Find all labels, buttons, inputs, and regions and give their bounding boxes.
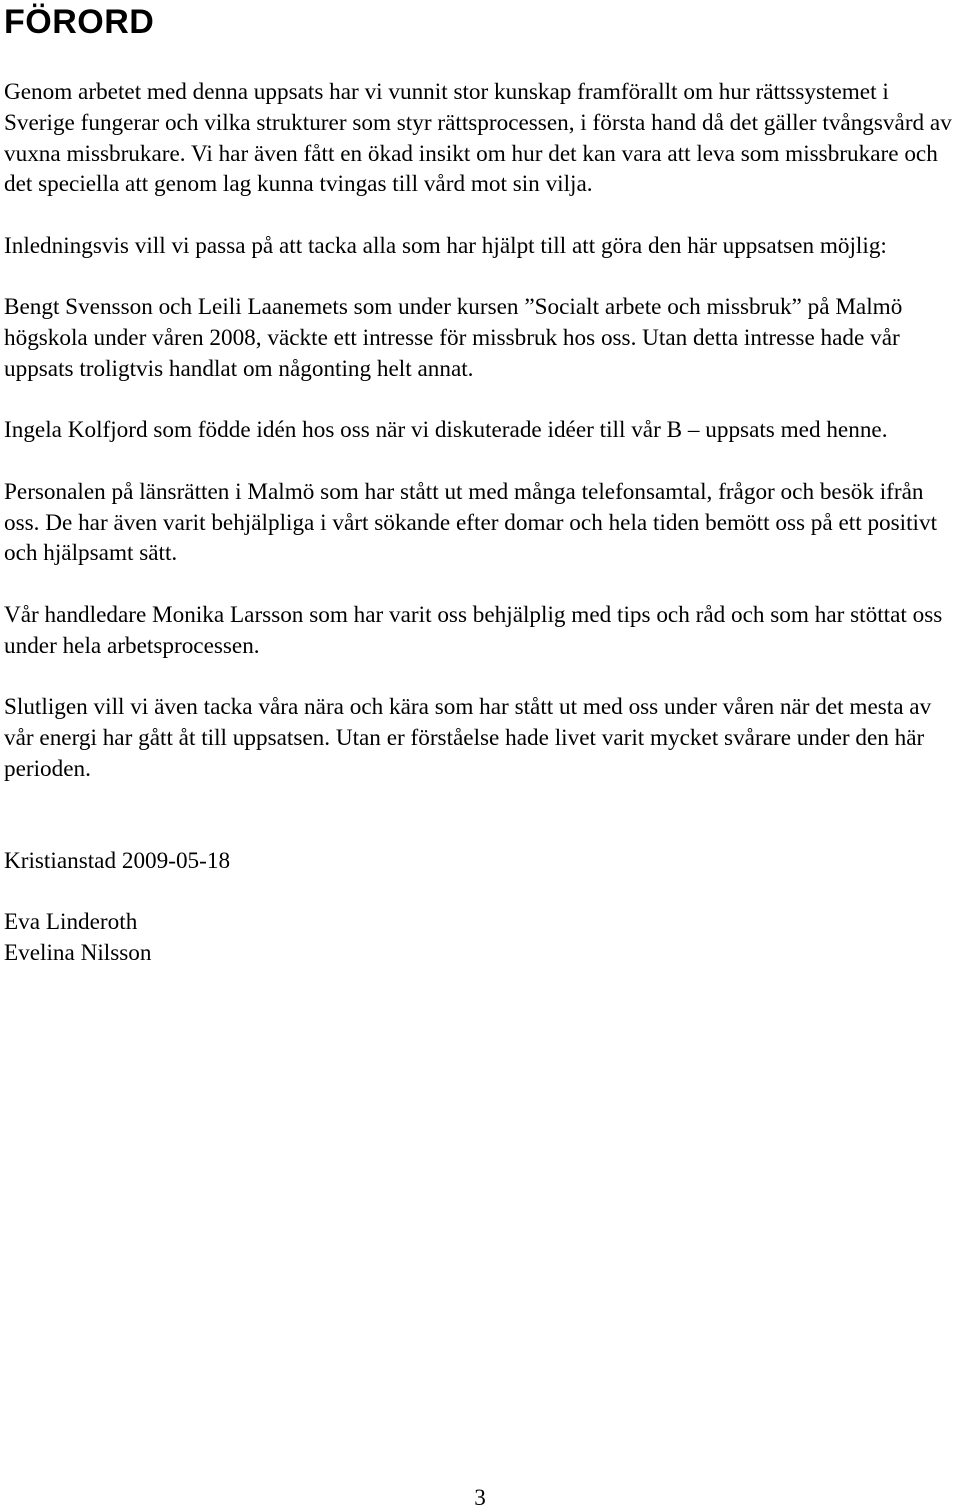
paragraph-thanks-supervisor: Vår handledare Monika Larsson som har varit oss behjälplig med tips och råd och som har stöttat oss under hela arbetsprocessen. bbox=[4, 601, 943, 659]
paragraph-thanks-kolfjord: Ingela Kolfjord som födde idén hos oss när vi diskuterade idéer till vår B – uppsats med henne. bbox=[4, 417, 888, 444]
paragraph-thanks-lansratten: Personalen på länsrätten i Malmö som har stått ut med många telefonsamtal, frågor och besök ifrån oss. De har även varit behjälpliga i vårt sökande efter domar och hela tiden bemött oss på ett positivt och hjälpsamt sätt. bbox=[4, 478, 938, 567]
document-body bbox=[4, 77, 956, 969]
page-number: 3 bbox=[474, 1485, 486, 1511]
page-title: FÖRORD bbox=[4, 3, 155, 41]
author-list bbox=[4, 907, 956, 969]
place-date: Kristianstad 2009-05-18 bbox=[4, 847, 231, 874]
paragraph-intro: Genom arbetet med denna uppsats har vi vunnit stor kunskap framförallt om hur rättssystemet i Sverige fungerar och vilka strukturer som styr rättsprocessen, i första hand då det gäller tvångsvård av vuxna missbrukare. Vi har även fått en ökad insikt om hur det kan vara att leva som missbrukare och det speciella att genom lag kunna tvingas till vård mot sin vilja. bbox=[4, 79, 952, 198]
paragraph-thanks-intro: Inledningsvis vill vi passa på att tacka alla som har hjälpt till att göra den här uppsatsen möjlig: bbox=[4, 232, 887, 259]
author-name: Evelina Nilsson bbox=[4, 940, 152, 966]
paragraph-thanks-family: Slutligen vill vi även tacka våra nära och kära som har stått ut med oss under våren när det mesta av vår energi har gått åt till uppsatsen. Utan er förståelse hade livet varit mycket svårare under den här perioden. bbox=[4, 694, 932, 782]
paragraph-thanks-svensson-laanemets: Bengt Svensson och Leili Laanemets som under kursen ”Socialt arbete och missbruk” på Malmö högskola under våren 2008, väckte ett intresse för missbruk hos oss. Utan detta intresse hade vår uppsats troligtvis handlat om någonting helt annat. bbox=[4, 294, 903, 382]
author-name: Eva Linderoth bbox=[4, 909, 138, 936]
